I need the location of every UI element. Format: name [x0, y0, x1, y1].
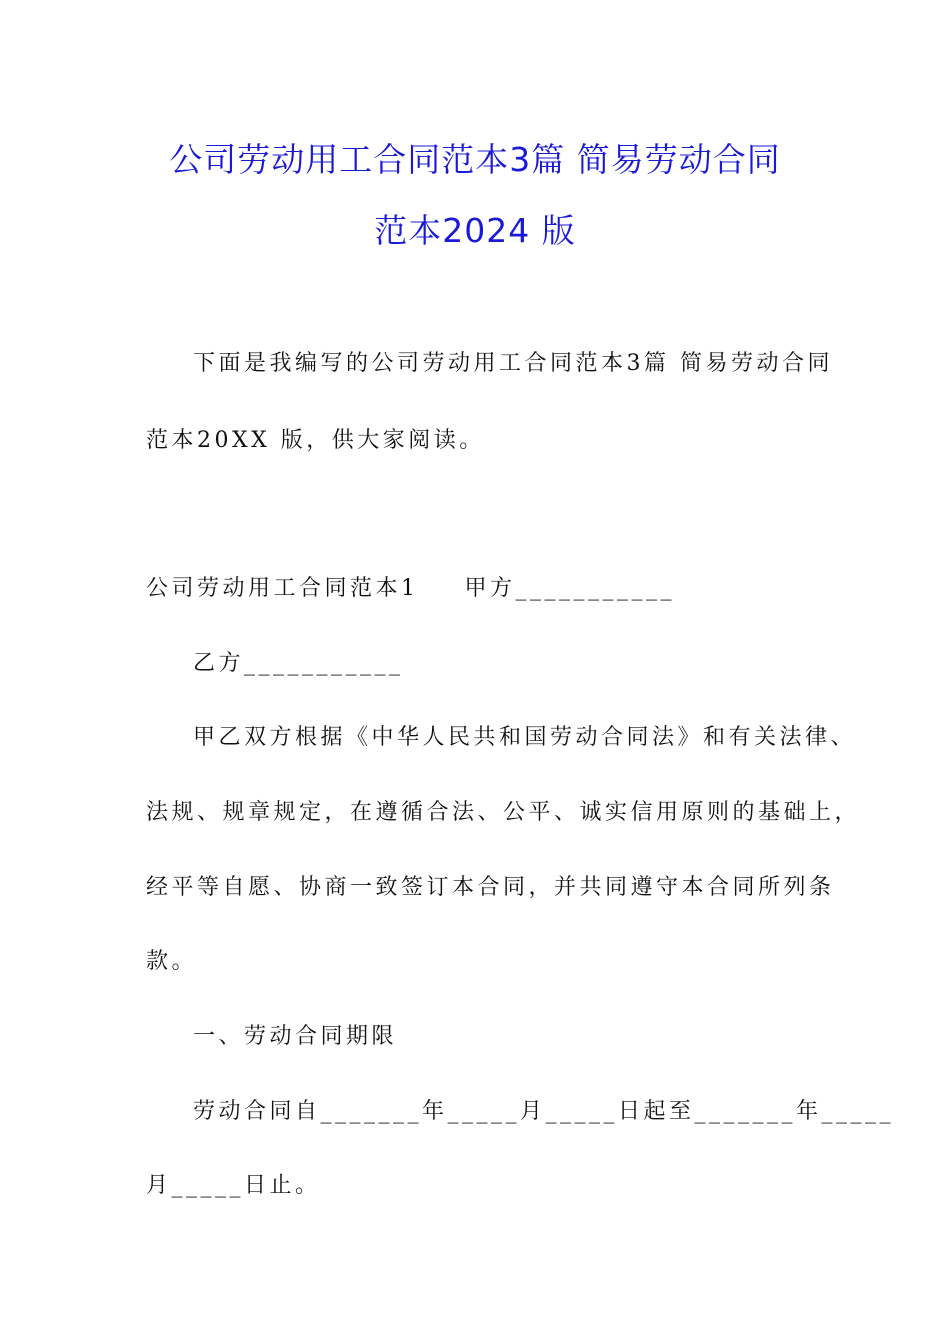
party-a-field: 甲方___________: [464, 576, 676, 601]
intro-line-2: 范本20XX 版，供大家阅读。: [146, 428, 485, 453]
section-1-header: [146, 571, 675, 602]
party-b-field: 乙方___________: [193, 651, 404, 676]
clause-1-line-1: 劳动合同自_______年_____月_____日起至_______年_____: [193, 1099, 895, 1124]
clause-1-line-2: 月_____日止。: [146, 1173, 321, 1198]
paragraph-1-line-3: 经平等自愿、协商一致签订本合同，并共同遵守本合同所列条: [146, 875, 835, 900]
paragraph-1-line-2: 法规、规章规定，在遵循合法、公平、诚实信用原则的基础上，: [146, 800, 861, 825]
intro-line-1: 下面是我编写的公司劳动用工合同范本3篇 简易劳动合同: [193, 351, 833, 376]
paragraph-1-line-1: 甲乙双方根据《中华人民共和国劳动合同法》和有关法律、: [193, 725, 857, 750]
paragraph-1-line-4: 款。: [146, 949, 198, 974]
section-1-heading: 公司劳动用工合同范本1: [146, 576, 419, 601]
document-title-line-1: 公司劳动用工合同范本3篇 简易劳动合同: [169, 140, 781, 179]
clause-1-heading: 一、劳动合同期限: [193, 1024, 398, 1049]
document-title-line-2: 范本2024 版: [374, 211, 576, 250]
